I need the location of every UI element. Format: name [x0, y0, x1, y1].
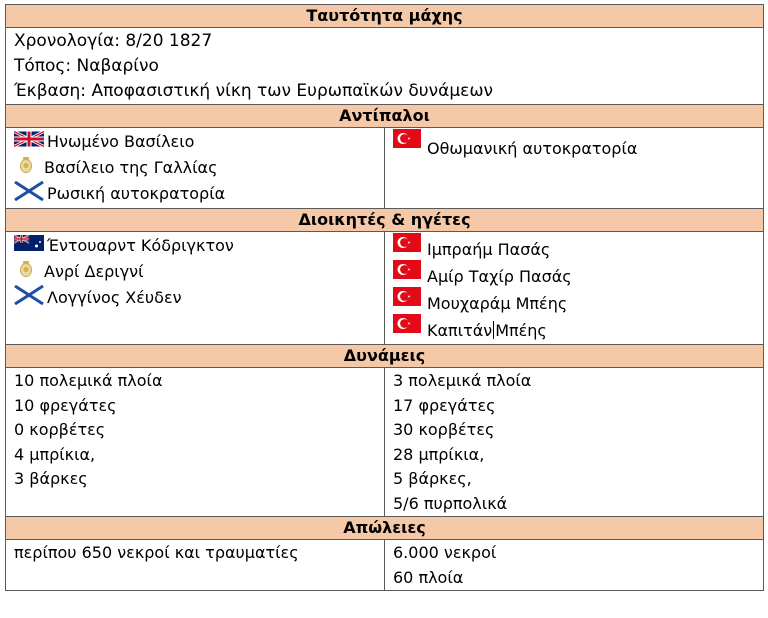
list-item [385, 232, 763, 259]
list-item: 6.000 νεκροί [393, 543, 497, 562]
ottoman-flag-icon [393, 233, 421, 256]
list-item: περίπου 650 νεκροί και τραυματίες [14, 543, 299, 562]
commanders-header-row [6, 209, 764, 232]
losses-header-row [6, 517, 764, 540]
section-title: Ταυτότητα μάχης [306, 6, 463, 25]
list-item: 10 πολεμικά πλοία [14, 371, 163, 390]
opponents-header [6, 105, 764, 128]
list-item [6, 128, 384, 154]
opponents-header-row [6, 105, 764, 128]
commander-label-part: Μπέης [495, 321, 547, 340]
forces-left-cell [6, 368, 385, 517]
commanders-right-cell [385, 232, 764, 345]
commander-label: Μουχαράμ Μπέης [427, 294, 568, 313]
identity-header-row [6, 5, 764, 28]
place-line: Τόπος: Ναβαρίνο [14, 56, 159, 76]
opponent-label: Ρωσική αυτοκρατορία [47, 183, 226, 203]
opponents-left-cell [6, 128, 385, 209]
opponent-label: Οθωμανική αυτοκρατορία [427, 139, 638, 158]
list-item [6, 232, 384, 258]
commander-label: Ανρί Δεριγνί [44, 261, 144, 281]
ottoman-flag-icon [393, 260, 421, 283]
list-item: 4 μπρίκια, [14, 444, 96, 464]
list-item: 5/6 πυρπολικά [393, 493, 508, 513]
uk-flag-icon [14, 131, 44, 151]
commanders-row [6, 232, 764, 345]
commander-label-part: Καπιτάν [427, 321, 493, 340]
section-title: Απώλειες [343, 518, 426, 537]
commander-label: Λογγίνος Χέυδεν [47, 287, 182, 307]
losses-left-cell [6, 540, 385, 591]
russian-navy-saltire-icon [14, 181, 44, 205]
list-item [385, 259, 763, 286]
forces-row [6, 368, 764, 517]
list-item [6, 180, 384, 206]
forces-right-cell [385, 368, 764, 517]
commander-label: Ιμπραήμ Πασάς [427, 240, 551, 259]
section-title: Δυνάμεις [343, 346, 426, 365]
list-item: 3 βάρκες [14, 469, 88, 488]
section-title: Αντίπαλοι [339, 106, 430, 125]
list-item: 5 βάρκες, [393, 469, 472, 488]
commanders-header [6, 209, 764, 232]
commanders-left-cell [6, 232, 385, 345]
opponents-right-cell [385, 128, 764, 209]
losses-row [6, 540, 764, 591]
identity-cell [6, 28, 764, 105]
outcome-line: Έκβαση: Αποφασιστική νίκη των Ευρωπαϊκών δυνάμεων [14, 81, 494, 101]
commander-label: Αμίρ Ταχίρ Πασάς [427, 267, 572, 286]
list-item [6, 258, 384, 284]
list-item: 3 πολεμικά πλοία [393, 371, 532, 390]
list-item [385, 128, 763, 158]
list-item: 60 πλοία [393, 567, 464, 587]
list-item: 30 κορβέτες [393, 420, 495, 439]
commander-label: Έντουαρντ Κόδριγκτον [47, 235, 234, 255]
section-title: Διοικητές & ηγέτες [298, 210, 471, 229]
list-item [6, 284, 384, 310]
opponents-row [6, 128, 764, 209]
list-item: 0 κορβέτες [14, 420, 106, 439]
opponent-label: Ηνωμένο Βασίλειο [47, 131, 195, 151]
list-item [385, 286, 763, 313]
russian-navy-saltire-icon [14, 285, 44, 309]
france-royal-emblem-icon [18, 156, 34, 178]
commander-label[interactable] [427, 321, 547, 340]
battle-infobox [5, 4, 764, 591]
ottoman-flag-icon [393, 287, 421, 310]
date-line: Χρονολογία: 8/20 1827 [14, 31, 213, 51]
france-royal-emblem-icon [18, 260, 34, 282]
identity-row [6, 28, 764, 105]
list-item: 17 φρεγάτες [393, 395, 496, 415]
forces-header-row [6, 345, 764, 368]
list-item: 10 φρεγάτες [14, 395, 117, 415]
list-item [385, 313, 763, 340]
british-blue-ensign-icon [14, 235, 44, 255]
losses-header [6, 517, 764, 540]
losses-right-cell [385, 540, 764, 591]
identity-header [6, 5, 764, 28]
ottoman-flag-icon [393, 314, 421, 337]
list-item: 28 μπρίκια, [393, 444, 485, 464]
forces-header [6, 345, 764, 368]
opponent-label: Βασίλειο της Γαλλίας [44, 157, 218, 177]
ottoman-flag-icon [393, 129, 421, 152]
list-item [6, 154, 384, 180]
